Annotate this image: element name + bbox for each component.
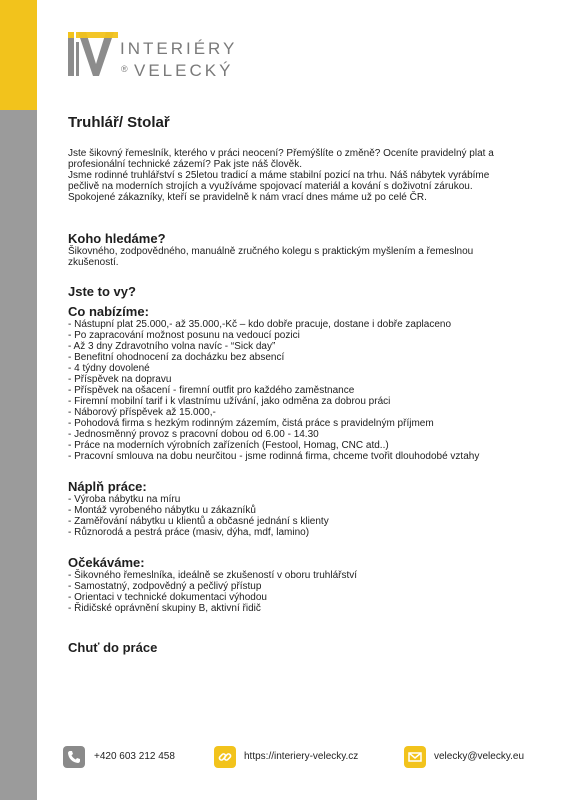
section-heading-napln: Náplň práce:: [68, 479, 147, 494]
intro-line: profesionální technické zázemí? Pak jste náš člověk.: [68, 159, 303, 170]
company-logo: [66, 28, 246, 84]
intro-line: Spokojené zákazníky, kteří se pravidelně k nám vrací dnes máme už po celé ČR.: [68, 192, 427, 203]
website-link[interactable]: https://interiery-velecky.cz: [244, 751, 359, 762]
list-item: - Zaměřování nábytku u klientů a občasné jednání s klienty: [68, 516, 329, 527]
list-item: - Náborový příspěvek až 15.000,-: [68, 407, 216, 418]
link-icon: [214, 746, 236, 768]
koho-line: zkušeností.: [68, 257, 119, 268]
duties-list: [68, 494, 548, 538]
list-item: - Samostatný, zodpovědný a pečlivý přístup: [68, 581, 262, 592]
job-title: Truhlář/ Stolař: [68, 114, 170, 131]
email-link[interactable]: velecky@velecky.eu: [434, 751, 524, 762]
list-item: - Pracovní smlouva na dobu neurčitou - jsme rodinná firma, chceme tvořit dlouhodobé vztahy: [68, 451, 480, 462]
list-item: - Výroba nábytku na míru: [68, 494, 181, 505]
list-item: - Příspěvek na dopravu: [68, 374, 172, 385]
logo-mark: [66, 28, 120, 80]
list-item: - Příspěvek na ošacení - firemní outfit pro každého zaměstnance: [68, 385, 355, 396]
accent-band-gray: [0, 110, 37, 800]
list-item: - Po zapracování možnost posunu na vedoucí pozici: [68, 330, 300, 341]
koho-line: Šikovného, zodpovědného, manuálně zručného kolegu s praktickým myšlením a řemeslnou: [68, 246, 474, 257]
email-icon: [404, 746, 426, 768]
list-item: - Šikovného řemeslníka, ideálně se zkušeností v oboru truhlářství: [68, 570, 358, 581]
intro-line: pečlivě na moderních strojích a využíváme spojovací materiál a kování s doživotní zárukou.: [68, 181, 473, 192]
section-heading-nabizime: Co nabízíme:: [68, 304, 149, 319]
intro-line: Jsme rodinné truhlářství s 25letou tradicí a máme stabilní pozicí na trhu. Náš nábytek vyrábíme: [68, 170, 490, 181]
section-heading-koho: Koho hledáme?: [68, 231, 166, 246]
intro-line: Jste šikovný řemeslník, kterého v práci neocení? Přemýšlíte o změně? Oceníte pravidelný plat a: [68, 148, 494, 159]
list-item: - Orientaci v technické dokumentaci výhodou: [68, 592, 267, 603]
list-item: - Řidičské oprávnění skupiny B, aktivní řidič: [68, 603, 261, 614]
intro-text: [68, 148, 548, 203]
job-posting: [68, 114, 548, 655]
logo-text-interiery: INTERIÉRY: [120, 39, 238, 58]
accent-band-yellow: [0, 0, 37, 110]
phone-number[interactable]: +420 603 212 458: [94, 751, 175, 762]
list-item: - Nástupní plat 25.000,- až 35.000,-Kč – kdo dobře pracuje, dostane i dobře zaplaceno: [68, 319, 452, 330]
koho-text: [68, 246, 548, 268]
list-item: - Pohodová firma s hezkým rodinným zázemím, čistá práce s pravidelným příjmem: [68, 418, 434, 429]
list-item: - Benefitní ohodnocení za docházku bez absencí: [68, 352, 285, 363]
list-item: - Firemní mobilní tarif i k vlastnímu užívání, jako odměna za dobrou práci: [68, 396, 391, 407]
benefits-list: [68, 319, 548, 462]
list-item: - Různorodá a pestrá práce (masiv, dýha, mdf, lamino): [68, 527, 310, 538]
section-heading-ocekavame: Očekáváme:: [68, 555, 145, 570]
list-item: - Montáž vyrobeného nábytku u zákazníků: [68, 505, 256, 516]
section-heading-jste: Jste to vy?: [68, 284, 136, 299]
list-item: - Práce na moderních výrobních zařízeních (Festool, Homag, CNC atd..): [68, 440, 389, 451]
logo-text-velecky: VELECKÝ: [134, 61, 234, 80]
contact-footer: [0, 742, 565, 774]
phone-icon: [63, 746, 85, 768]
section-heading-chut: Chuť do práce: [68, 640, 158, 655]
list-item: - 4 týdny dovolené: [68, 363, 150, 374]
registered-mark: ®: [121, 64, 128, 74]
list-item: - Jednosměnný provoz s pracovní dobou od 6.00 - 14.30: [68, 429, 319, 440]
list-item: - Až 3 dny Zdravotního volna navíc - “Sick day”: [68, 341, 276, 352]
requirements-list: [68, 570, 548, 614]
